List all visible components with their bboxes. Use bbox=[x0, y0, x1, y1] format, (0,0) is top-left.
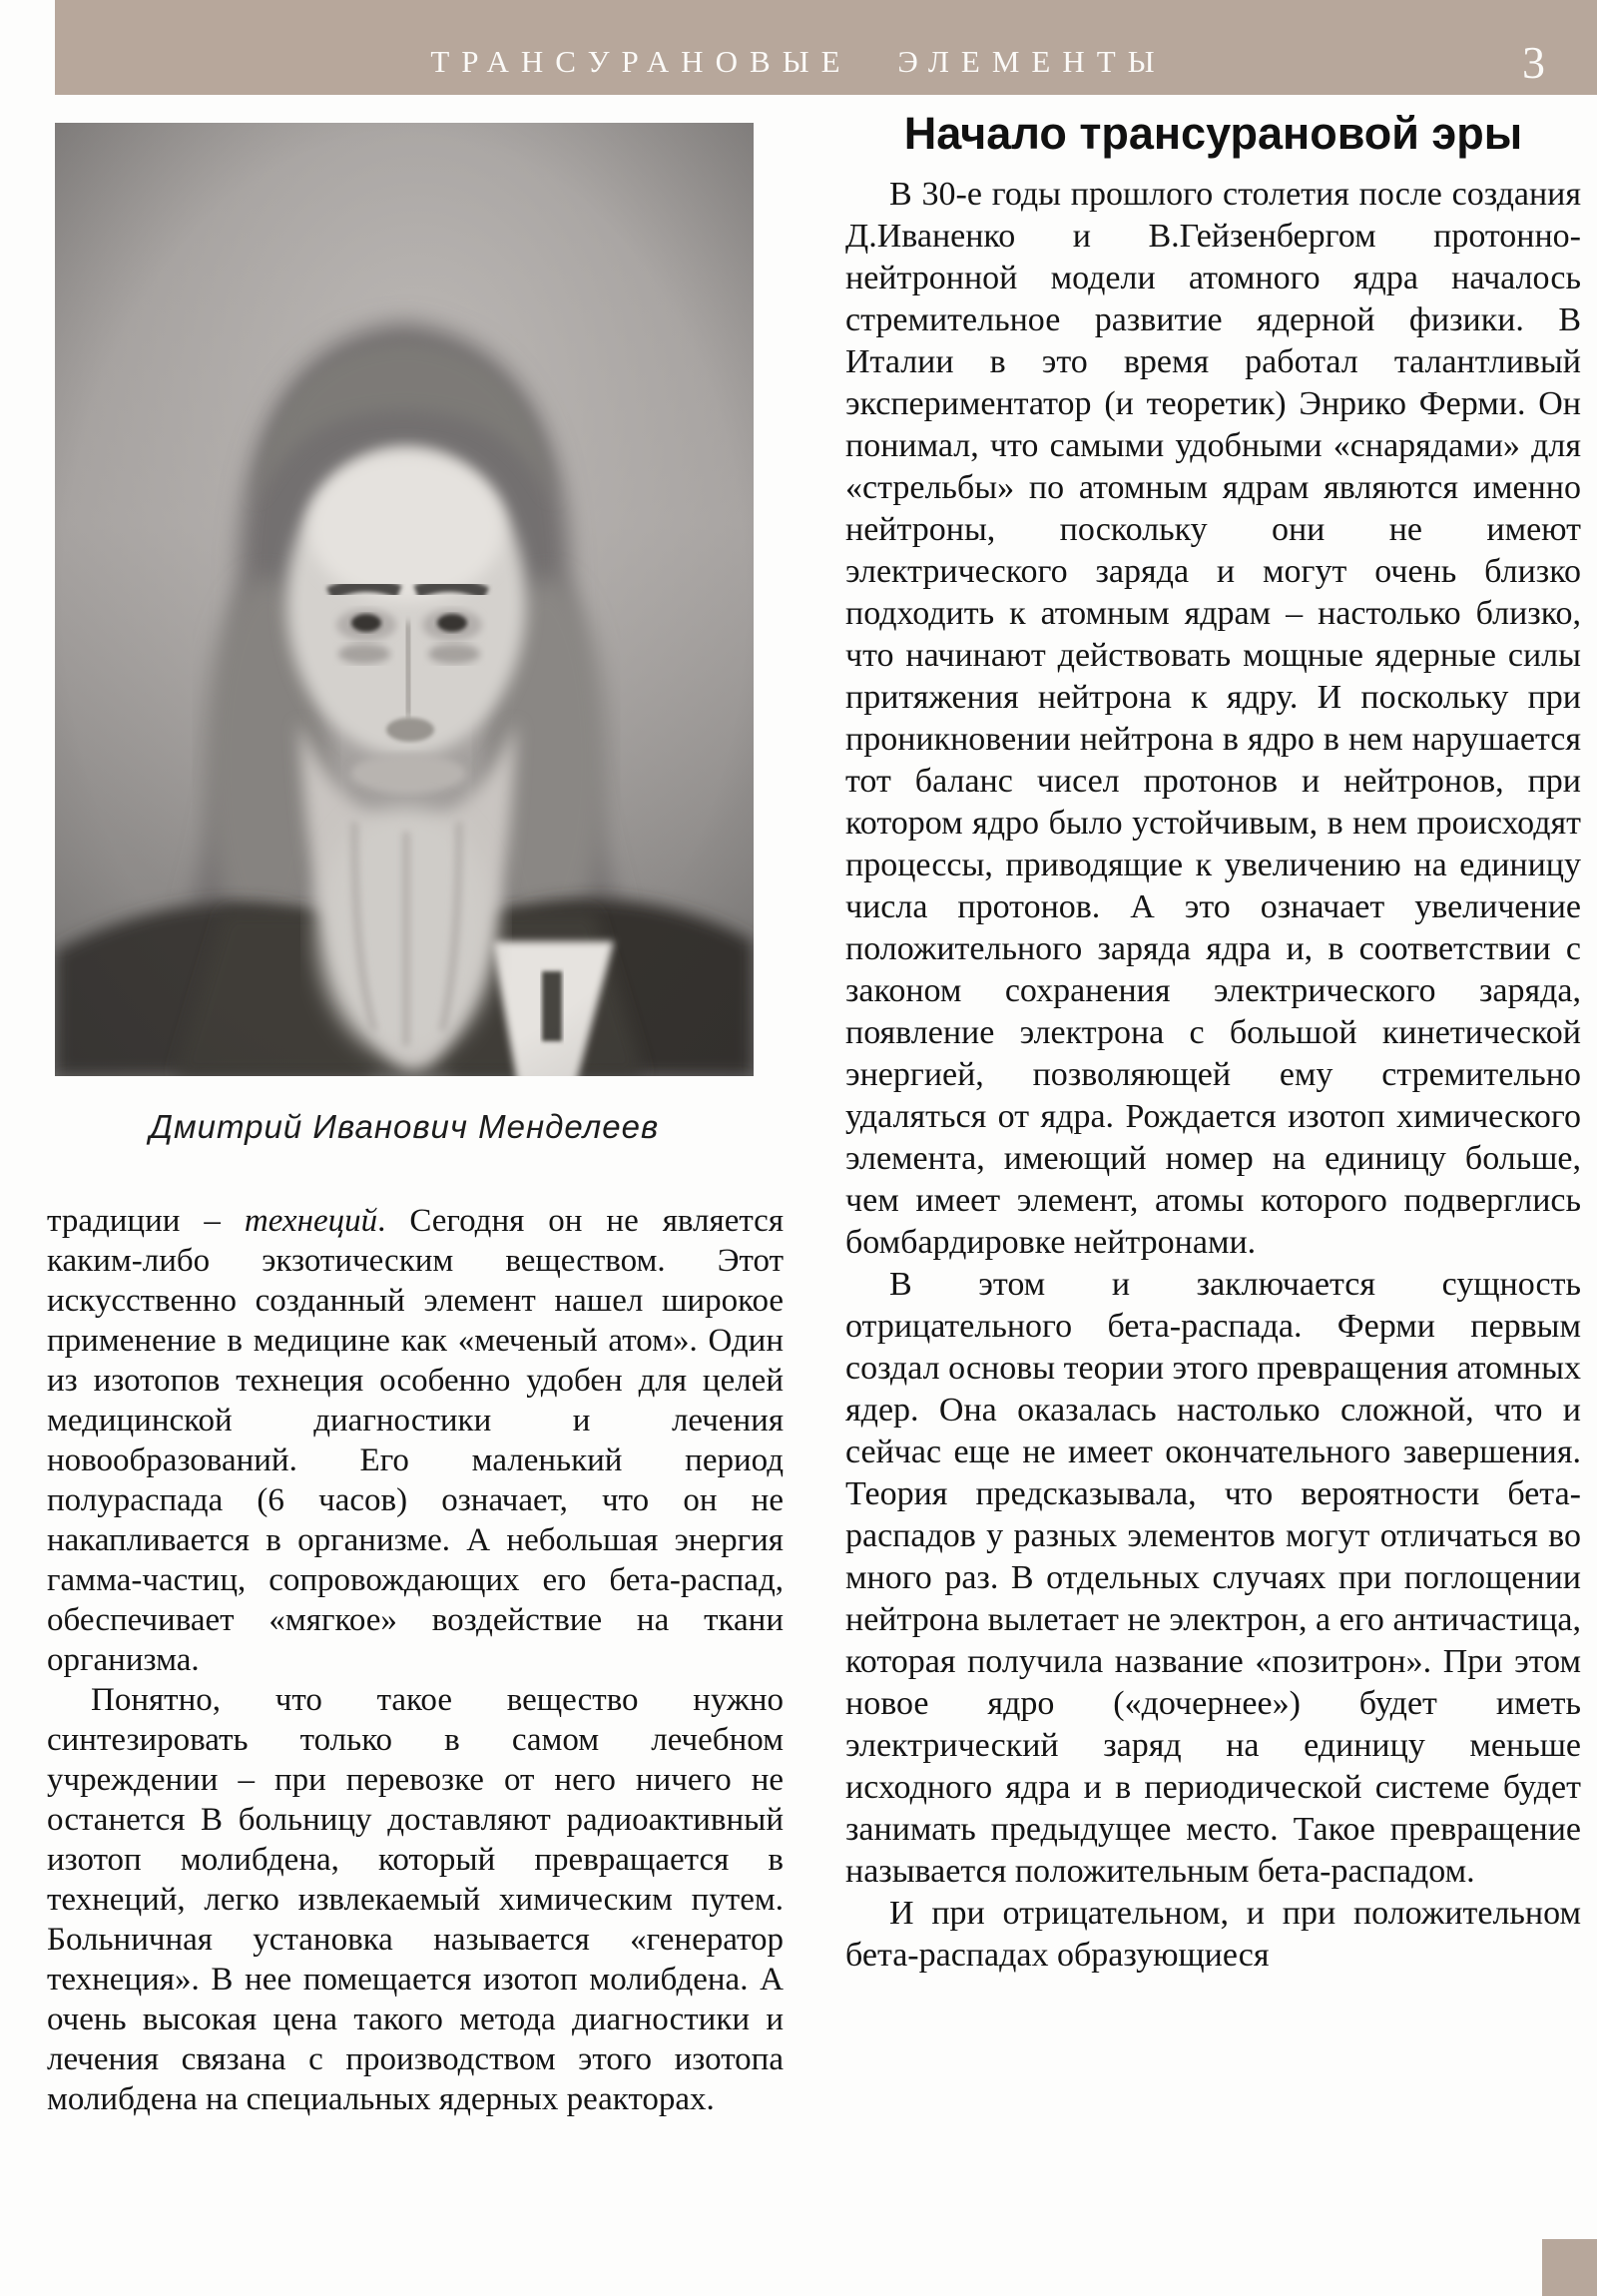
paragraph: Понятно, что такое вещество нужно синтезировать только в самом лечебном учреждении – при перевозке от него ничего не останется В больницу доставляют радиоактивный изотоп молибдена, который превращается в технеций, легко извлекаемый химическим путем. Больничная установка называется «генератор технеция». В нее помещается изотоп молибдена. А очень высокая цена такого метода диагностики и лечения связана с производством этого изотопа молибдена на специальных ядерных реакторах. bbox=[47, 1682, 784, 2117]
paragraph-text: . Сегодня он не является каким-либо экзотическим веществом. Этот искусственно созданный элемент нашел широкое применение в медицине как «меченый атом». Один из изотопов технеция особенно удобен для целей медицинской диагностики и лечения новообразований. Его маленький период полураспада (6 часов) означает, что он не накапливается в организме. А небольшая энергия гамма-частиц, сопровождающих его бета-распад, обеспечивает «мягкое» воздействие на ткани организма. bbox=[47, 1203, 784, 1678]
paragraph-text: традиции – bbox=[47, 1203, 245, 1239]
section-heading: Начало трансурановой эры bbox=[903, 108, 1523, 159]
italic-term-technetium: технеций bbox=[244, 1203, 378, 1239]
page-number: 3 bbox=[1522, 37, 1545, 88]
left-column bbox=[47, 1201, 784, 2119]
right-column bbox=[845, 108, 1581, 1977]
paragraph bbox=[47, 1201, 784, 1680]
paragraph: И при отрицательном, и при положительном бета-распадах образующиеся bbox=[845, 1895, 1581, 1974]
photo-caption: Дмитрий Иванович Менделеев bbox=[149, 1108, 660, 1145]
footer-corner-block bbox=[1542, 2239, 1597, 2296]
running-title: ТРАНСУРАНОВЫЕ ЭЛЕМЕНТЫ bbox=[430, 43, 1167, 79]
portrait-photo bbox=[55, 123, 754, 1076]
paragraph: В этом и заключается сущность отрицательного бета-распада. Ферми первым создал основы теории этого превращения атомных ядер. Она оказалась настолько сложной, что и сейчас еще не имеет окончательного завершения. Теория предсказывала, что вероятности бета-распадов у разных элементов могут отличаться во много раз. В отдельных случаях при поглощении нейтрона вылетает не электрон, а его античастица, которая получила название «позитрон». При этом новое ядро («дочернее») будет иметь электрический заряд на единицу меньше исходного ядра и в периодической системе будет занимать предыдущее место. Такое превращение называется положительным бета-распадом. bbox=[845, 1266, 1581, 1890]
mendeleev-portrait-image bbox=[55, 123, 754, 1076]
paragraph: В 30-е годы прошлого столетия после создания Д.Иваненко и В.Гейзенбергом протонно-нейтронной модели атомного ядра началось стремительное развитие ядерной физики. В Италии в это время работал талантливый экспериментатор (и теоретик) Энрико Ферми. Он понимал, что самыми удобными «снарядами» для «стрельбы» по атомным ядрам являются именно нейтроны, поскольку они не имеют электрического заряда и могут очень близко подходить к атомным ядрам – настолько близко, что начинают действовать мощные ядерные силы притяжения нейтрона к ядру. И поскольку при проникновении нейтрона в ядро в нем нарушается тот баланс чисел протонов и нейтронов, при котором ядро было устойчивым, в нем происходят процессы, приводящие к увеличению на единицу числа протонов. А это означает увеличение положительного заряда ядра и, в соответствии с законом сохранения электрического заряда, появление электрона с большой кинетической энергией, позволяющей ему стремительно удаляться от ядра. Рождается изотоп химического элемента, имеющий номер на единицу больше, чем имеет элемент, атомы которого подверглись бомбардировке нейтронами. bbox=[845, 176, 1581, 1261]
